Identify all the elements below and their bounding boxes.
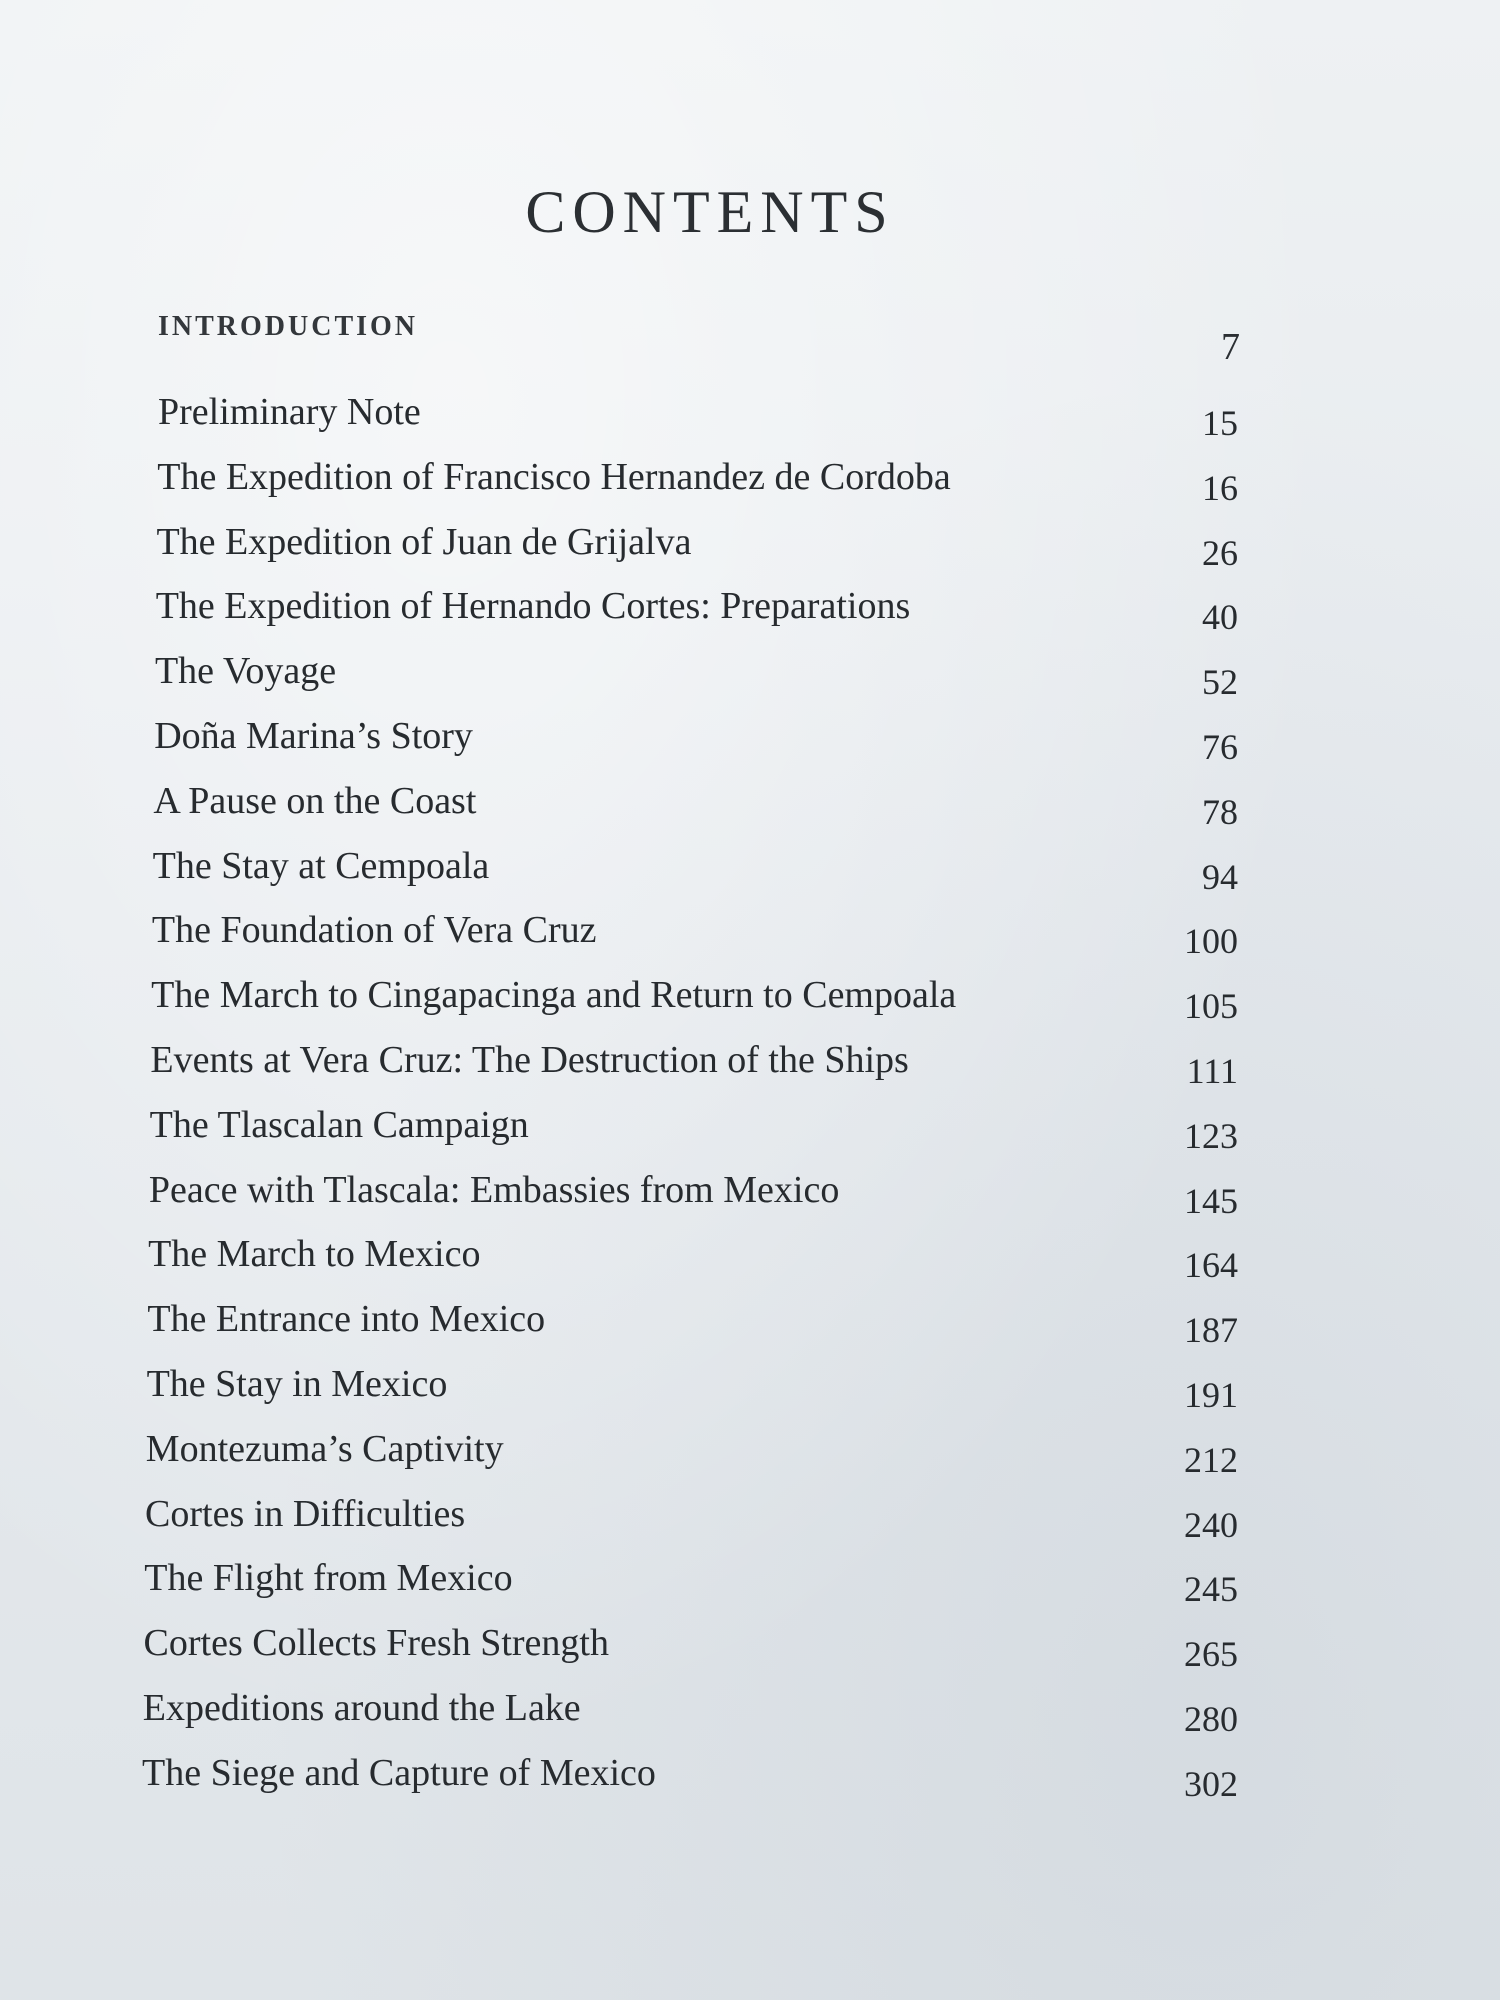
toc-entry-title: The Voyage [154,650,337,693]
toc-entry-title: Peace with Tlascala: Embassies from Mexico [148,1168,840,1211]
toc-entry-title: The Expedition of Hernando Cortes: Preparations [155,585,911,628]
toc-entry-title: Events at Vera Cruz: The Destruction of the Ships [150,1039,909,1081]
toc-entry [0,1232,1500,1292]
toc-entry-page-number: 212 [1184,1439,1238,1480]
toc-entry-title: The March to Cingapacinga and Return to Cempoala [151,974,957,1017]
toc-entry-title: The Expedition of Juan de Grijalva [156,520,692,563]
toc-entry-title: The Flight from Mexico [144,1557,513,1600]
toc-entry-page-number: 16 [1202,467,1238,508]
page-title: CONTENTS [525,179,895,245]
toc-entry-page-number: 145 [1184,1180,1238,1221]
toc-entry-page-number: 265 [1184,1634,1238,1675]
toc-entry [0,649,1500,709]
toc-entry-page-number: 302 [1184,1763,1238,1804]
toc-entry [0,390,1500,450]
toc-entry-title: The Entrance into Mexico [147,1298,546,1341]
toc-entry-title: A Pause on the Coast [153,779,477,822]
toc-entry-title: Cortes in Difficulties [145,1492,466,1535]
toc-entry-page-number: 52 [1202,662,1238,703]
toc-entry [0,455,1500,515]
toc-entry-title: The Stay in Mexico [146,1363,448,1405]
toc-entry-page-number: 15 [1202,403,1238,443]
toc-entry-title: Expeditions around the Lake [142,1687,581,1729]
toc-entry-title: The Expedition of Francisco Hernandez de Cordoba [157,455,951,498]
toc-entry [0,714,1500,774]
toc-entry-page-number: 187 [1184,1310,1238,1351]
toc-entry-page-number: 191 [1184,1375,1238,1415]
toc-entry [0,973,1500,1033]
toc-entry-title: The Foundation of Vera Cruz [151,909,597,952]
toc-entry-page-number: 100 [1184,921,1238,962]
toc-entry [0,1297,1500,1357]
toc-introduction-label: INTRODUCTION [158,311,419,342]
toc-entry-page-number: 164 [1184,1245,1238,1286]
toc-entry-page-number: 245 [1184,1569,1238,1610]
toc-entry [0,1751,1500,1811]
toc-entry [0,1556,1500,1616]
toc-entry-title: The Stay at Cempoala [152,844,490,887]
toc-entry-title: The Tlascalan Campaign [149,1103,529,1146]
toc-entry-page-number: 123 [1184,1115,1238,1156]
toc-entry-page-number: 26 [1202,532,1238,573]
toc-entry [0,1038,1500,1098]
toc-entry [0,1168,1500,1228]
toc-entry-title: The Siege and Capture of Mexico [142,1751,656,1794]
toc-entry-page-number: 76 [1202,727,1238,767]
toc-entry [0,520,1500,580]
toc-entry [0,1686,1500,1746]
toc-entry-page-number: 94 [1202,856,1238,897]
toc-entry [0,584,1500,644]
toc-entry-title: The March to Mexico [148,1233,481,1276]
toc-entry-page-number: 280 [1184,1699,1238,1739]
toc-entry-page-number: 240 [1184,1504,1238,1545]
toc-entry [0,1362,1500,1422]
toc-entry-title: Doña Marina’s Story [154,715,473,757]
toc-entry [0,1621,1500,1681]
toc-entry-title: Montezuma’s Captivity [145,1427,504,1470]
toc-entry-page-number: 105 [1184,986,1238,1027]
toc-entry-page-number: 78 [1202,791,1238,832]
toc-entry [0,779,1500,839]
toc-entry [0,1427,1500,1487]
toc-entry [0,844,1500,904]
toc-introduction-page: 7 [1221,326,1240,368]
toc-entry-title: Preliminary Note [158,391,421,433]
toc-entry [0,1492,1500,1552]
toc-entry-page-number: 111 [1186,1051,1238,1091]
toc-entry [0,1103,1500,1163]
toc-entry-title: Cortes Collects Fresh Strength [143,1622,609,1665]
toc-entry-page-number: 40 [1202,597,1238,638]
toc-entry [0,908,1500,968]
